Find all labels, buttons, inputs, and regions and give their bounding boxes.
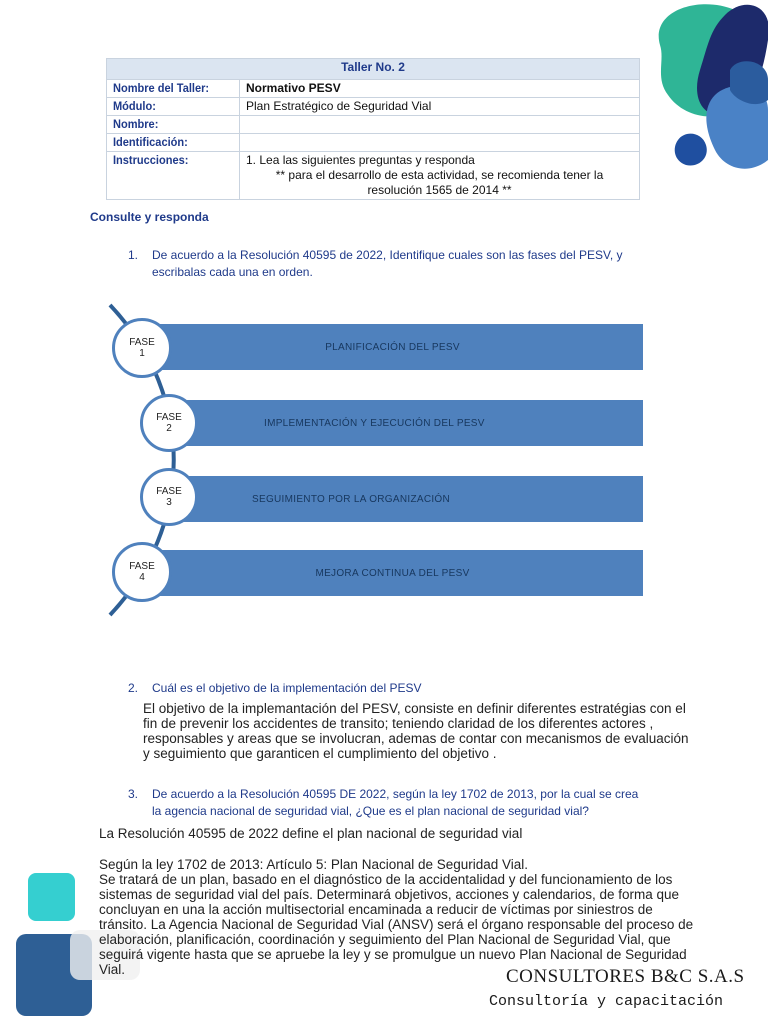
phase-1-fase: FASE [129,337,155,348]
phase-3-fase: FASE [156,486,182,497]
phase-circle-2 [140,394,198,452]
phase-bar-2 [170,400,643,446]
answer-3-line-8: Vial. [99,962,126,977]
question-2 [128,680,688,697]
question-3 [128,786,728,820]
answer-3 [99,857,765,977]
phase-1-label: PLANIFICACIÓN DEL PESV [325,341,460,353]
instructions-line-3: resolución 1565 de 2014 ** [367,183,512,197]
instructions-line-2: ** para el desarrollo de esta actividad, se recomienda tener la [275,168,604,182]
answer-3-intro: La Resolución 40595 de 2022 define el plan nacional de seguridad vial [99,826,523,841]
phase-4-number: 4 [139,572,145,583]
label-workshop-name: Nombre del Taller: [107,80,229,98]
answer-2-line-4: y seguimiento que garanticen el cumplimiento del objetivo . [143,746,497,761]
value-name[interactable] [240,116,640,134]
workshop-title: Taller No. 2 [107,59,640,80]
question-1 [128,247,688,281]
phase-bar-1 [142,324,643,370]
phase-3-number: 3 [166,497,172,508]
question-3-line-1: De acuerdo a la Resolución 40595 DE 2022, según la ley 1702 de 2013, por la cual se crea [152,787,639,801]
phase-bar-4 [142,550,643,596]
phase-1-number: 1 [139,348,145,359]
value-module: Plan Estratégico de Seguridad Vial [240,98,640,116]
phase-4-fase: FASE [129,561,155,572]
answer-3-line-3: sistemas de seguridad vial del país. Determinará objetivos, acciones y calendarios, de forma que [99,887,680,902]
answer-3-line-1: Según la ley 1702 de 2013: Artículo 5: Plan Nacional de Seguridad Vial. [99,857,529,872]
value-identification[interactable] [240,134,640,152]
answer-2-line-1: El objetivo de la implemantación del PESV, consiste en definir diferentes estratégias con el [143,701,686,716]
answer-3-line-4: concluyan en una la acción multisectorial encaminada a reducir de víctimas por siniestros de [99,902,653,917]
answer-3-line-2: Se tratará de un plan, basado en el diagnóstico de la accidentalidad y del funcionamiento de los [99,872,673,887]
phase-4-label: MEJORA CONTINUA DEL PESV [315,567,470,579]
question-2-number: 2. [128,681,139,695]
answer-2 [143,701,763,761]
question-1-line-2: escribalas cada una en orden. [152,265,313,279]
question-1-line-1: De acuerdo a la Resolución 40595 de 2022, Identifique cuales son las fases del PESV, y [152,248,623,262]
label-identification: Identificación: [107,134,229,152]
workshop-info-table [106,58,640,200]
answer-3-line-5: tránsito. La Agencia Nacional de Seguridad Vial (ANSV) será el órgano responsable del proceso de [99,917,694,932]
decorative-shapes-top-right [630,0,768,200]
label-module: Módulo: [107,98,229,116]
decorative-square-cyan [28,873,75,921]
phase-circle-4 [112,542,172,602]
value-instructions [240,152,640,200]
phase-3-label: SEGUIMIENTO POR LA ORGANIZACIÓN [252,493,451,505]
answer-2-line-2: fin de prevenir los accidentes de transito; teniendo claridad de los diferentes actores , [143,716,654,731]
phase-2-number: 2 [166,423,172,434]
question-3-line-2: la agencia nacional de seguridad vial, ¿Que es el plan nacional de seguridad vial? [152,804,589,818]
question-3-number: 3. [128,787,139,801]
answer-2-line-3: responsables y areas que se involucran, ademas de contar con mecanismos de evaluación [143,731,689,746]
label-instructions: Instrucciones: [107,152,229,200]
question-1-number: 1. [128,248,139,262]
instructions-line-1: 1. Lea las siguientes preguntas y responda [246,153,475,167]
phase-circle-1 [112,318,172,378]
section-title: Consulte y responda [90,210,209,224]
footer-company-name: CONSULTORES B&C S.A.S [506,966,745,987]
phase-bar-3 [170,476,643,522]
phase-circle-3 [140,468,198,526]
answer-3-line-6: elaboración, planificación, coordinación y seguimiento del Plan Nacional de Seguridad Vial, que [99,932,671,947]
phase-2-label: IMPLEMENTACIÓN Y EJECUCIÓN DEL PESV [264,417,485,429]
label-name: Nombre: [107,116,229,134]
answer-3-line-7: seguirá vigente hasta que se apruebe la ley y se promulgue un nuevo Plan Nacional de Seguridad [99,947,687,962]
footer-tagline: Consultoría y capacitación [489,993,724,1010]
value-workshop-name: Normativo PESV [240,80,640,98]
question-2-text: Cuál es el objetivo de la implementación del PESV [152,681,422,695]
phase-2-fase: FASE [156,412,182,423]
